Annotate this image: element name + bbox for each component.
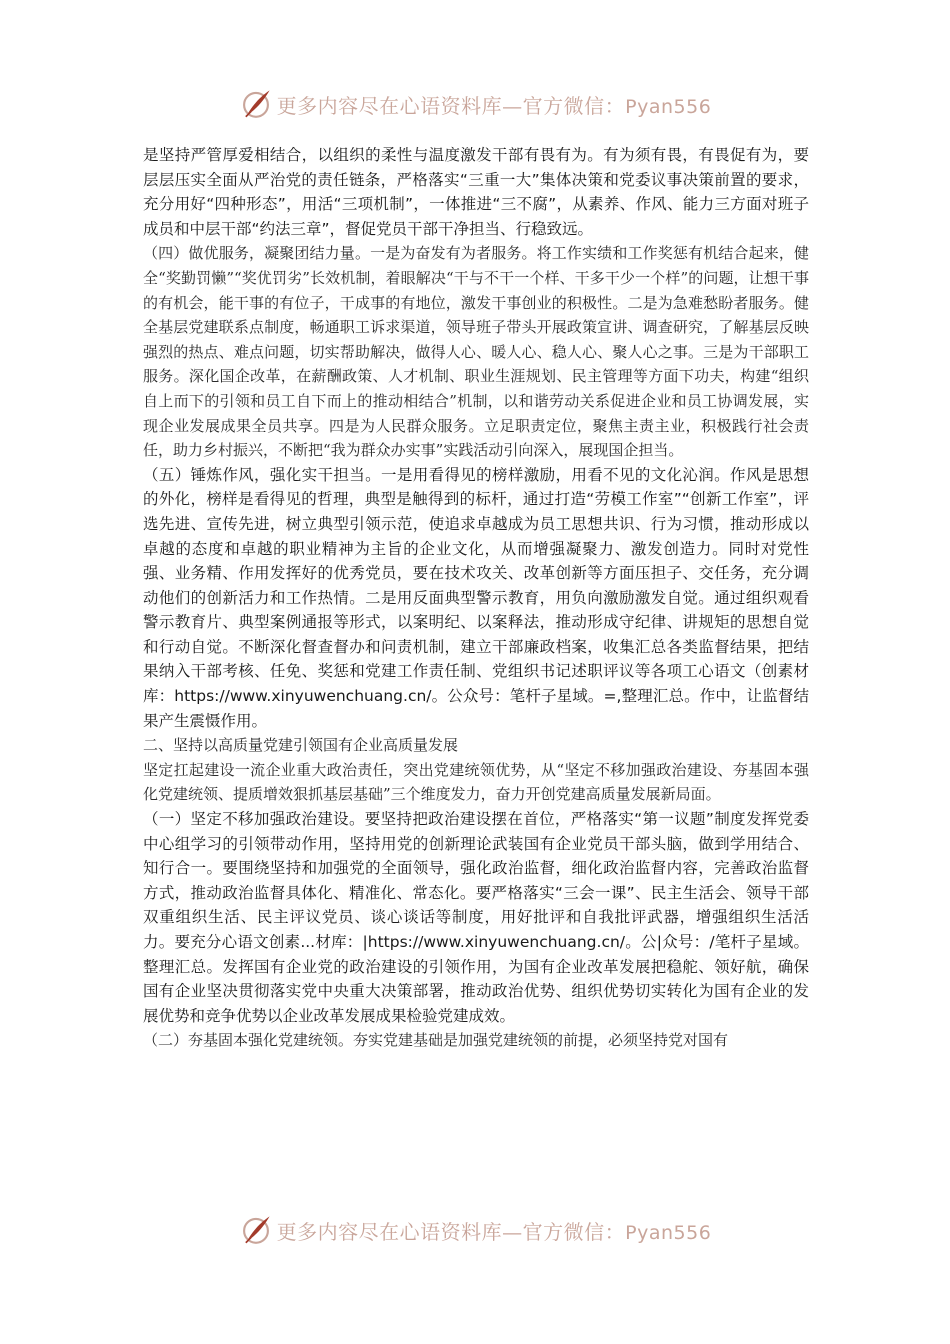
paragraph-discipline: 是坚持严管厚爱相结合，以组织的柔性与温度激发干部有畏有为。有为须有畏，有畏促有为，要层层压实全面从严治党的责任链条，严格落实“三重一大”集体决策和党委议事决策前置的要求，充分用好“四种形态”，用活“三项机制”，一体推进“三不腐”，从素养、作风、能力三方面对班子成员和中层干部“约法三章”，督促党员干部干净担当、行稳致远。 [143,146,809,238]
quill-pen-logo-icon [239,87,273,121]
paragraph-political-building: （一）坚定不移加强政治建设。要坚持把政治建设摆在首位，严格落实“第一议题”制度发挥党委中心组学习的引领带动作用，坚持用党的创新理论武装国有企业党员干部头脑，做到学用结合、知行合一。要围绕坚持和加强党的全面领导，强化政治监督，细化政治监督内容，完善政治监督方式，推动政治监督具体化、精准化、常态化。要严格落实“三会一课”、民主生活会、领导干部双重组织生活、民主评议党员、谈心谈话等制度，用好批评和自我批评武器，增强组织生活活力。要充分心语文创素...材库：|https://www.xinyuwenchuang.cn/。公|众号：/笔杆子星域。整理汇总。发挥国有企业党的政治建设的引领作用，为国有企业改革发展把稳舵、领好航，确保国有企业坚决贯彻落实党中央重大决策部署，推动政治优势、组织优势切实转化为国有企业的发展优势和竞争优势以企业改革发展成果检验党建成效。 [143,810,809,1025]
paragraph-party-leadership: （二）夯基固本强化党建统领。夯实党建基础是加强党建统领的前提，必须坚持党对国有 [143,1031,729,1050]
header-banner [0,84,950,124]
banner-text: 更多内容尽在心语资料库—官方微信：Pyan556 [276,93,712,118]
section-heading-2: 二、坚持以高质量党建引领国有企业高质量发展 [143,736,459,755]
paragraph-section-2-intro: 坚定扛起建设一流企业重大政治责任，突出党建统领优势，从“坚定不移加强政治建设、夯基固本强化党建统领、提质增效狠抓基层基础”三个维度发力，奋力开创党建高质量发展新局面。 [143,760,809,804]
banner-text: 更多内容尽在心语资料库—官方微信：Pyan556 [276,1219,712,1244]
wechat-id: Pyan556 [625,95,712,118]
quill-pen-logo-icon [239,1213,273,1247]
paragraph-section-5: （五）锤炼作风，强化实干担当。一是用看得见的榜样激励，用看不见的文化沁润。作风是思想的外化，榜样是看得见的哲理，典型是触得到的标杆，通过打造“劳模工作室”“创新工作室”，评选先进、宣传先进，树立典型引领示范，使追求卓越成为员工思想共识、行为习惯，推动形成以卓越的态度和卓越的职业精神为主旨的企业文化，从而增强凝聚力、激发创造力。同时对党性强、业务精、作用发挥好的优秀党员，要在技术攻关、改革创新等方面压担子、交任务，充分调动他们的创新活力和工作热情。二是用反面典型警示教育，用负向激励激发自觉。通过组织观看警示教育片、典型案例通报等形式，以案明纪、以案释法，推动形成守纪律、讲规矩的思想自觉和行动自觉。不断深化督查督办和问责机制，建立干部廉政档案，收集汇总各类监督结果，把结果纳入干部考核、任免、奖惩和党建工作责任制、党组织书记述职评议等各项工心语文（创素材库：https://www.xinyuwenchuang.cn/。公众号：笔杆子星域。=,整理汇总。作中，让监督结果产生震慑作用。 [143,465,809,730]
footer-banner [0,1210,950,1250]
document-body [143,143,809,1053]
wechat-id: Pyan556 [625,1221,712,1244]
paragraph-section-4: （四）做优服务，凝聚团结力量。一是为奋发有为者服务。将工作实绩和工作奖惩有机结合起来，健全“奖勤罚懒”“奖优罚劣”长效机制，着眼解决“干与不干一个样、干多干少一个样”的问题，让想干事的有机会，能干事的有位子，干成事的有地位，激发干事创业的积极性。二是为急难愁盼者服务。健全基层党建联系点制度，畅通职工诉求渠道，领导班子带头开展政策宣讲、调查研究，了解基层反映强烈的热点、难点问题，切实帮助解决，做得人心、暖人心、稳人心、聚人心之事。三是为干部职工服务。深化国企改革，在薪酬政策、人才机制、职业生涯规划、民主管理等方面下功夫，构建“组织自上而下的引领和员工自下而上的推动相结合”机制，以和谐劳动关系促进企业和员工协调发展，实现企业发展成果全员共享。四是为人民群众服务。立足职责定位，聚焦主责主业，积极践行社会责任，助力乡村振兴，不断把“我为群众办实事”实践活动引向深入，展现国企担当。 [143,244,809,460]
